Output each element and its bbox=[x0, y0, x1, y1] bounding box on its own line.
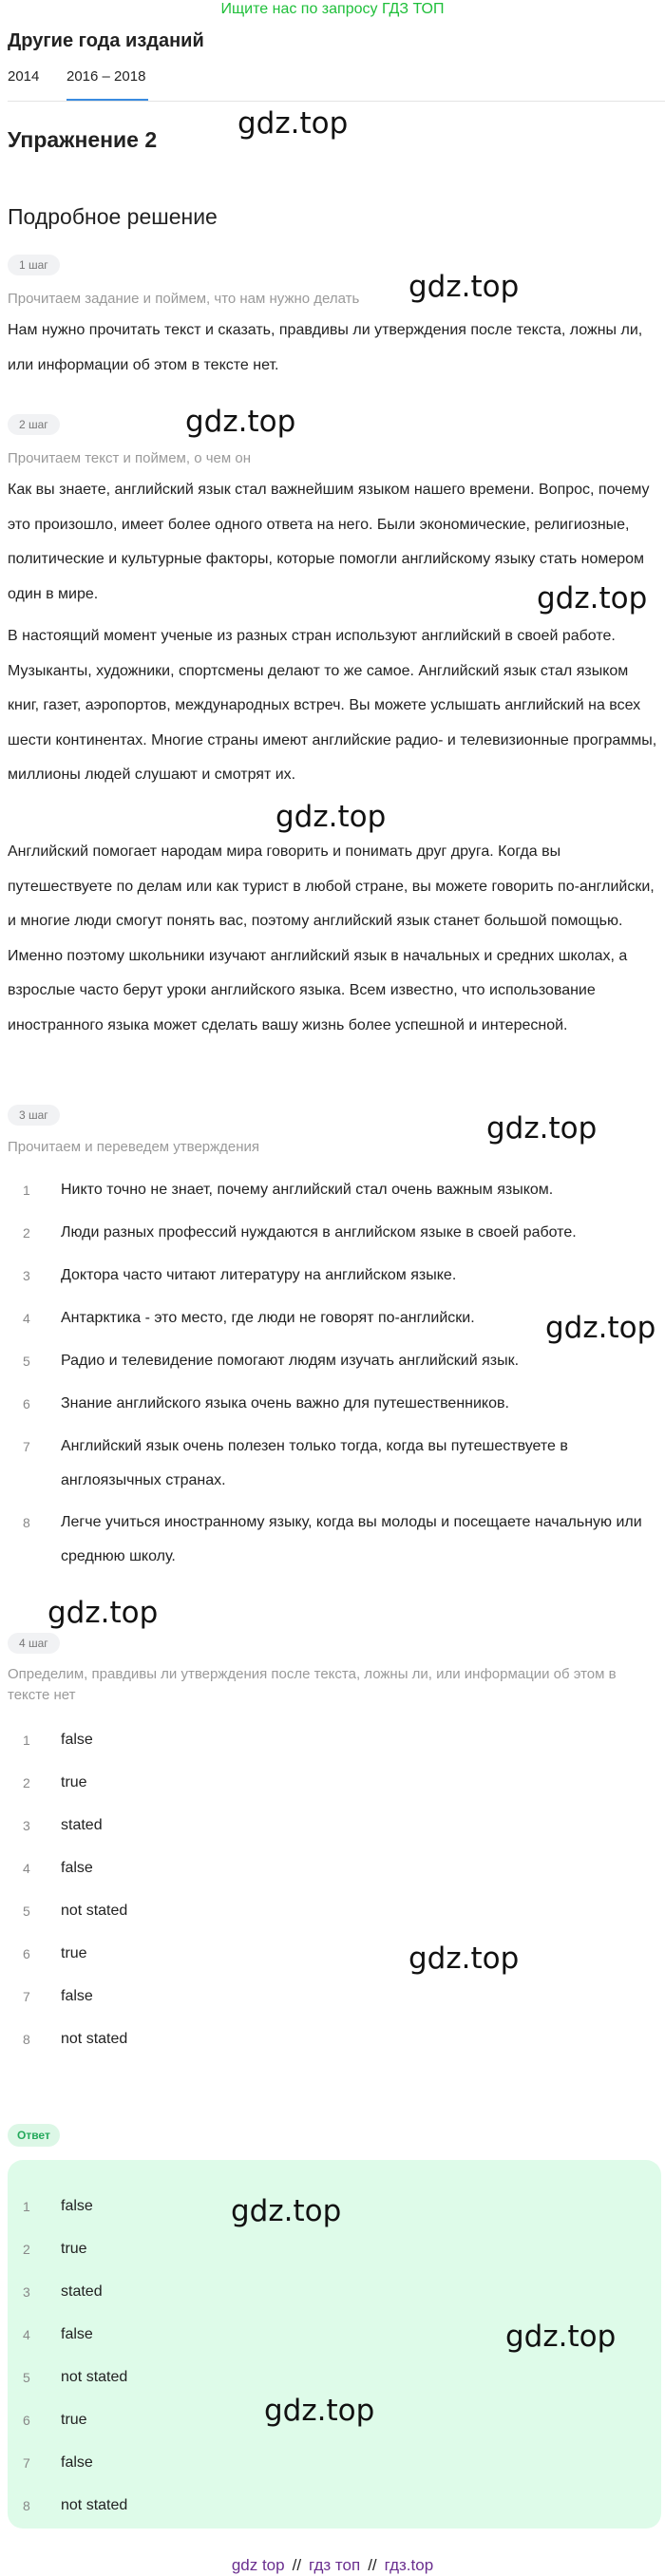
answer-badge: Ответ bbox=[8, 2124, 60, 2147]
answer-list bbox=[8, 2194, 659, 2536]
list-item bbox=[8, 1506, 659, 1582]
item-text: true bbox=[61, 1774, 87, 1790]
item-text: not stated bbox=[61, 2031, 128, 2047]
watermark: gdz.top bbox=[48, 1596, 159, 1630]
list-item bbox=[8, 1771, 659, 1813]
list-item bbox=[8, 1813, 659, 1856]
item-number: 3 bbox=[23, 1268, 30, 1283]
list-item bbox=[8, 1984, 659, 2027]
item-text: stated bbox=[61, 1817, 103, 1833]
item-number: 5 bbox=[23, 1354, 30, 1369]
watermark: gdz.top bbox=[408, 270, 520, 304]
watermark: gdz.top bbox=[185, 405, 296, 439]
item-number: 7 bbox=[23, 1439, 30, 1454]
list-item bbox=[8, 1941, 659, 1984]
step-2-paragraph-2: В настоящий момент ученые из разных стран используют английский в своей работе. Музыканты, художники, спортсмены делают то же самое. Английский язык стал языком книг, газет, аэропортов, международных встреч. Вы можете услышать английский на всех шести континентах. Многие страны имеют английские радио- и телевизионные программы, миллионы людей слушают и смотрят их. bbox=[8, 628, 657, 783]
list-item bbox=[8, 2493, 659, 2536]
item-number: 2 bbox=[23, 1225, 30, 1241]
list-item bbox=[8, 1221, 659, 1263]
item-number: 8 bbox=[23, 2498, 30, 2513]
other-years-title: Другие года изданий bbox=[8, 30, 204, 51]
item-text: Радио и телевидение помогают людям изучать английский язык. bbox=[61, 1353, 520, 1369]
watermark: gdz.top bbox=[238, 106, 349, 141]
step-1-text: Нам нужно прочитать текст и сказать, правдивы ли утверждения после текста, ложны ли, или информации об этом в тексте нет. bbox=[8, 322, 643, 373]
item-number: 1 bbox=[23, 1733, 30, 1748]
item-text: false bbox=[61, 1732, 93, 1748]
item-number: 1 bbox=[23, 2199, 30, 2214]
watermark: gdz.top bbox=[276, 800, 387, 834]
item-number: 2 bbox=[23, 1775, 30, 1790]
item-text: Люди разных профессий нуждаются в английском языке в своей работе. bbox=[61, 1224, 577, 1241]
exercise-title: Упражнение 2 bbox=[8, 127, 158, 152]
footer-link-gdz-top[interactable]: gdz top bbox=[231, 2556, 285, 2574]
item-text: false bbox=[61, 1860, 93, 1876]
step-4-hint: Определим, правдивы ли утверждения после текста, ложны ли, или информации об этом в тексте нет bbox=[8, 1666, 617, 1703]
search-banner: Ищите нас по запросу ГДЗ ТОП bbox=[220, 1, 445, 17]
year-tab-2016-2018[interactable]: 2016 – 2018 bbox=[66, 68, 146, 85]
step-2-hint: Прочитаем текст и поймем, о чем он bbox=[8, 450, 251, 466]
footer-links bbox=[0, 2555, 665, 2576]
item-text: Доктора часто читают литературу на английском языке. bbox=[61, 1267, 457, 1283]
list-item bbox=[8, 1349, 659, 1392]
item-text: true bbox=[61, 2412, 87, 2428]
item-text: Знание английского языка очень важно для путешественников. bbox=[61, 1395, 509, 1411]
item-text: not stated bbox=[61, 2497, 128, 2513]
footer-separator: // bbox=[292, 2556, 302, 2574]
item-text: Антарктика - это место, где люди не говорят по-английски. bbox=[61, 1310, 475, 1326]
item-number: 6 bbox=[23, 1396, 30, 1411]
list-item bbox=[8, 2237, 659, 2280]
watermark: gdz.top bbox=[537, 581, 648, 616]
item-number: 4 bbox=[23, 2327, 30, 2342]
list-item bbox=[8, 2280, 659, 2322]
item-number: 4 bbox=[23, 1311, 30, 1326]
item-number: 3 bbox=[23, 1818, 30, 1833]
statements-list bbox=[8, 1178, 659, 1582]
step-2-paragraph-1: Как вы знаете, английский язык стал важнейшим языком нашего времени. Вопрос, почему это произошло, имеет более одного ответа на него. Были экономические, религиозные, политические и культурные факторы, которые помогли английскому языку стать номером один в мире. bbox=[8, 482, 650, 602]
item-number: 7 bbox=[23, 2455, 30, 2471]
item-number: 1 bbox=[23, 1183, 30, 1198]
item-text: true bbox=[61, 1945, 87, 1961]
list-item bbox=[8, 1430, 659, 1506]
watermark: gdz.top bbox=[264, 2394, 375, 2428]
watermark: gdz.top bbox=[545, 1311, 656, 1345]
item-text: false bbox=[61, 1988, 93, 2004]
solution-title: Подробное решение bbox=[8, 204, 218, 229]
item-number: 7 bbox=[23, 1989, 30, 2004]
item-text: Английский язык очень полезен только тогда, когда вы путешествуете в англоязычных странах. bbox=[61, 1438, 568, 1488]
item-text: Легче учиться иностранному языку, когда вы молоды и посещаете начальную или среднюю школу. bbox=[61, 1514, 642, 1564]
item-number: 5 bbox=[23, 2370, 30, 2385]
item-number: 4 bbox=[23, 1861, 30, 1876]
list-item bbox=[8, 1263, 659, 1306]
list-item bbox=[8, 1728, 659, 1771]
item-number: 8 bbox=[23, 2032, 30, 2047]
list-item bbox=[8, 1856, 659, 1899]
list-item bbox=[8, 2027, 659, 2070]
item-number: 2 bbox=[23, 2242, 30, 2257]
watermark: gdz.top bbox=[486, 1111, 598, 1146]
watermark: gdz.top bbox=[408, 1941, 520, 1976]
list-item bbox=[8, 1899, 659, 1941]
item-text: not stated bbox=[61, 1903, 128, 1919]
item-text: not stated bbox=[61, 2369, 128, 2385]
step-1-hint: Прочитаем задание и поймем, что нам нужно делать bbox=[8, 291, 360, 307]
item-text: false bbox=[61, 2198, 93, 2214]
footer-link-gdz-top-ru[interactable]: гдз топ bbox=[309, 2556, 361, 2574]
step-4-badge: 4 шаг bbox=[8, 1633, 60, 1654]
step-2-paragraph-3: Английский помогает народам мира говорить и понимать друг друга. Когда вы путешествуете по делам или как турист в любой стране, вы можете говорить по-английски, и многие люди смогут понять вас, поэтому английский язык станет большой помощью. Именно поэтому школьники изучают английский язык в начальных и средних школах, а взрослые часто берут уроки английского языка. Всем известно, что использование иностранного языка может сделать вашу жизнь более успешной и интересной. bbox=[8, 843, 655, 1033]
item-text: false bbox=[61, 2454, 93, 2471]
step-3-badge: 3 шаг bbox=[8, 1105, 60, 1126]
determined-list bbox=[8, 1728, 659, 2070]
item-number: 3 bbox=[23, 2284, 30, 2300]
step-3-hint: Прочитаем и переведем утверждения bbox=[8, 1139, 260, 1155]
footer-link-gdz-dot-top[interactable]: гдз.top bbox=[384, 2556, 434, 2574]
item-number: 6 bbox=[23, 2413, 30, 2428]
item-number: 5 bbox=[23, 1904, 30, 1919]
item-text: Никто точно не знает, почему английский стал очень важным языком. bbox=[61, 1182, 554, 1198]
item-text: true bbox=[61, 2241, 87, 2257]
watermark: gdz.top bbox=[231, 2194, 342, 2228]
item-text: false bbox=[61, 2326, 93, 2342]
divider bbox=[8, 101, 665, 102]
list-item bbox=[8, 1392, 659, 1434]
step-1-badge: 1 шаг bbox=[8, 255, 60, 275]
item-text: stated bbox=[61, 2283, 103, 2300]
list-item bbox=[8, 1178, 659, 1221]
step-2-badge: 2 шаг bbox=[8, 414, 60, 435]
footer-separator: // bbox=[368, 2556, 377, 2574]
watermark: gdz.top bbox=[505, 2320, 617, 2354]
list-item bbox=[8, 2451, 659, 2493]
item-number: 6 bbox=[23, 1946, 30, 1961]
item-number: 8 bbox=[23, 1515, 30, 1530]
year-tab-2014[interactable]: 2014 bbox=[8, 68, 40, 85]
